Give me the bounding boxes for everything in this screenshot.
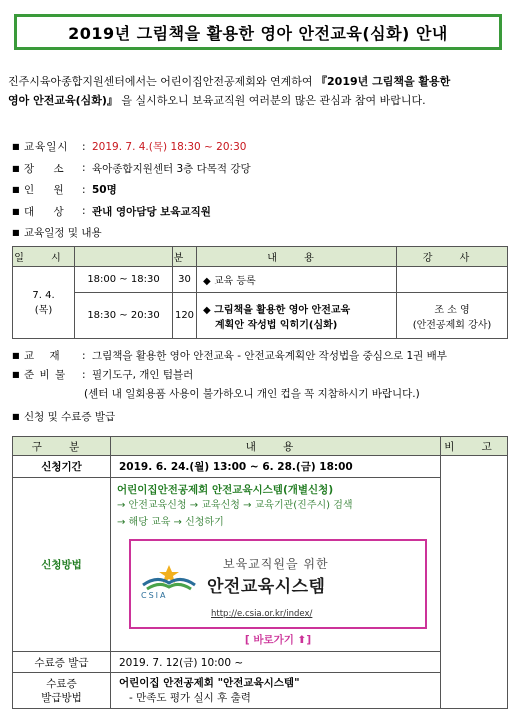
info-value: 육아종합지원센터 3층 다목적 강당: [92, 162, 251, 175]
banner-title: 안전교육시스템: [207, 577, 326, 597]
colon: :: [82, 368, 86, 381]
certway-value: [111, 673, 441, 709]
prep-row: [12, 365, 512, 384]
table-row: [13, 478, 508, 652]
method-step: → 안전교육신청 → 교육신청 → 교육기관(진주시) 검색: [117, 500, 353, 511]
certway-line: - 만족도 평가 실시 후 출력: [129, 691, 251, 704]
csia-banner-link[interactable]: [129, 539, 427, 629]
intro-text-2a: 영아 안전교육(심화)』: [8, 94, 118, 107]
bullet-icon: ■: [12, 412, 20, 421]
banner-subtitle: 보육교직원을 위한: [223, 557, 329, 571]
table-row: [13, 267, 508, 293]
minutes-cell: 120: [173, 293, 197, 339]
schedule-table: [12, 246, 508, 339]
lecturer-cell: [397, 293, 508, 339]
table-header-row: [13, 247, 508, 267]
time-cell: 18:00 ~ 18:30: [75, 267, 173, 293]
page-title: [14, 14, 502, 50]
method-label: 신청방법: [13, 478, 111, 652]
date-line: (목): [34, 304, 53, 316]
info-row-schedule: [12, 222, 512, 244]
csia-logo-icon: [139, 563, 199, 591]
certway-label-line: 수료증: [46, 677, 77, 690]
time-cell: 18:30 ~ 20:30: [75, 293, 173, 339]
page-title-text: 2019년 그림책을 활용한 영아 안전교육(심화) 안내: [68, 23, 448, 43]
period-value: 2019. 6. 24.(월) 13:00 ~ 6. 28.(금) 18:00: [111, 456, 441, 478]
method-title: 어린이집안전공제회 안전교육시스템(개별신청): [117, 484, 334, 496]
colon: :: [82, 162, 86, 175]
lecturer-cell: [397, 267, 508, 293]
materials-value: 그림책을 활용한 영아 안전교육 - 안전교육계획안 작성법을 중심으로 1권 배부: [92, 350, 447, 362]
signup-label: 신청 및 수료증 발급: [24, 411, 116, 423]
period-label: 신청기간: [13, 456, 111, 478]
content-line: ◆ 그림책을 활용한 영아 안전교육: [203, 304, 351, 316]
materials-list: [12, 346, 512, 427]
colon: :: [82, 349, 86, 362]
prep-label: 준 비 물: [24, 369, 67, 381]
intro-text-1a: 진주시육아종합지원센터에서는 어린이집안전공제회와 연계하여: [8, 75, 317, 88]
apply-table: [12, 436, 508, 709]
bullet-icon: ■: [12, 370, 20, 379]
colon: :: [82, 183, 86, 196]
certway-label: [13, 673, 111, 709]
certway-line: 어린이집 안전공제회 "안전교육시스템": [119, 676, 300, 689]
prep-value: 필기도구, 개인 텀블러: [92, 369, 194, 381]
header-cell: 내 용: [111, 437, 441, 456]
intro-paragraph: [8, 72, 512, 110]
colon: :: [82, 140, 86, 153]
header-cell: 내 용: [197, 247, 397, 267]
certway-label-line: 발급방법: [41, 691, 82, 704]
minutes-cell: 30: [173, 267, 197, 293]
header-cell: 구 분: [13, 437, 111, 456]
info-label: 장 소: [24, 162, 72, 175]
intro-text-1b: 『2019년 그림책을 활용한: [316, 75, 451, 88]
cert-value: 2019. 7. 12(금) 10:00 ~: [111, 652, 441, 673]
banner-logo-text: CSIA: [141, 591, 168, 600]
info-row-people: [12, 179, 512, 201]
method-cell: [111, 478, 441, 652]
table-row: [13, 652, 508, 673]
info-value: 관내 영아담당 보육교직원: [92, 205, 211, 218]
materials-label: 교 재: [24, 350, 66, 362]
header-cell: 일 시: [13, 247, 75, 267]
info-label: 인 원: [24, 184, 72, 197]
materials-row: [12, 346, 512, 365]
info-row-target: [12, 201, 512, 223]
bullet-icon: ■: [12, 185, 20, 195]
date-line: 7. 4.: [32, 289, 55, 301]
bullet-icon: ■: [12, 142, 20, 152]
info-value: 2019. 7. 4.(목) 18:30 ~ 20:30: [92, 141, 247, 154]
header-cell: 비 고: [441, 437, 508, 456]
table-row: [13, 673, 508, 709]
colon: :: [82, 205, 86, 218]
header-cell: 강 사: [397, 247, 508, 267]
info-label: 대 상: [24, 205, 72, 218]
lecturer-org: (안전공제회 강사): [412, 319, 492, 331]
table-header-row: [13, 437, 508, 456]
info-row-date: [12, 136, 512, 158]
bullet-icon: ■: [12, 351, 20, 360]
info-label: 교육일시: [24, 141, 69, 154]
date-cell: [13, 267, 75, 339]
header-cell-blank: [75, 247, 173, 267]
intro-text-2b: 을 실시하오니 보육교직원 여러분의 많은 관심과 참여 바랍니다.: [121, 94, 426, 107]
lecturer-name: 조 소 영: [434, 304, 470, 316]
info-list: [12, 136, 512, 244]
content-line: 계획안 작성법 익히기(심화): [215, 319, 338, 331]
content-cell: ◆ 교육 등록: [197, 267, 397, 293]
goto-link[interactable]: [ 바로가기 ⬆]: [244, 634, 312, 646]
schedule-label: 교육일정 및 내용: [24, 227, 102, 240]
table-row: [13, 293, 508, 339]
cert-label: 수료증 발급: [13, 652, 111, 673]
info-value: 50명: [92, 184, 117, 197]
header-cell: 분: [173, 247, 197, 267]
note-cell: [441, 456, 508, 709]
signup-row: [12, 406, 512, 427]
method-step: → 해당 교육 → 신청하기: [117, 517, 224, 528]
bullet-icon: ■: [12, 228, 20, 238]
bullet-icon: ■: [12, 163, 20, 173]
prep-note: (센터 내 일회용품 사용이 불가하오니 개인 컵을 꼭 지참하시기 바랍니다.): [84, 388, 420, 400]
table-row: [13, 456, 508, 478]
content-cell: [197, 293, 397, 339]
bullet-icon: ■: [12, 206, 20, 216]
info-row-place: [12, 158, 512, 180]
banner-url-link[interactable]: http://e.csia.or.kr/index/: [211, 609, 313, 619]
